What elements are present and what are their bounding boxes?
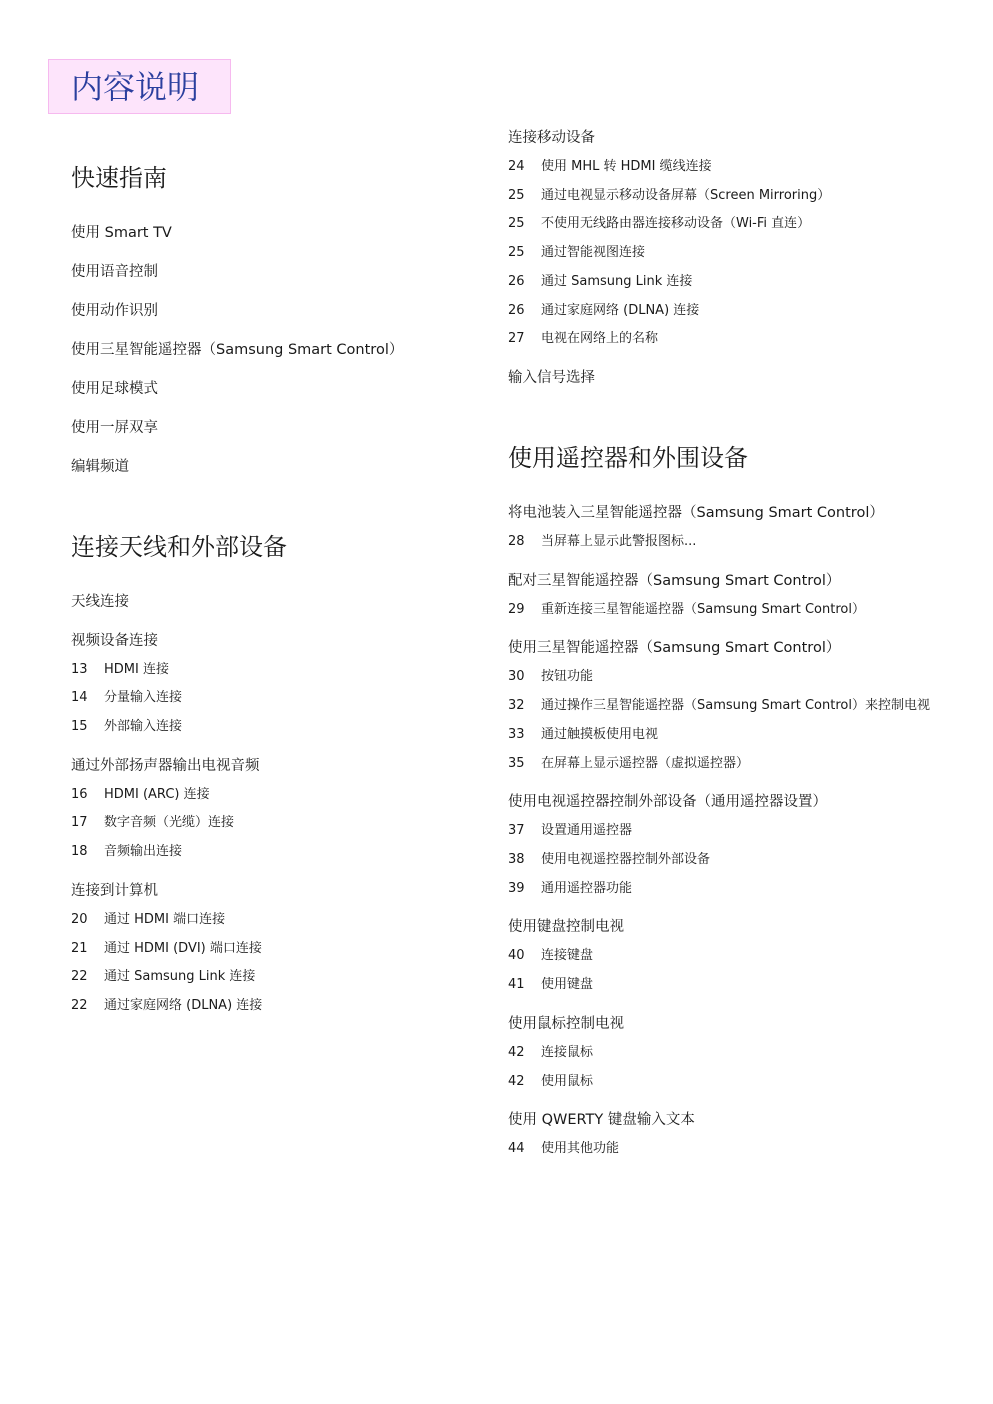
- page-number: 25: [508, 188, 525, 203]
- toc-sub-text: 通用遥控器功能: [541, 881, 633, 896]
- toc-sub-entry[interactable]: [508, 752, 749, 771]
- toc-entry-antenna[interactable]: 天线连接: [71, 594, 129, 610]
- page-number: 17: [71, 815, 88, 830]
- toc-sub-entry[interactable]: [508, 270, 692, 289]
- page-number: 37: [508, 823, 525, 838]
- page-number: 44: [508, 1141, 525, 1156]
- toc-entry-universal-remote[interactable]: 使用电视遥控器控制外部设备（通用遥控器设置）: [508, 794, 827, 810]
- toc-sub-text: 数字音频（光缆）连接: [104, 815, 235, 830]
- page-number: 16: [71, 787, 88, 802]
- toc-sub-entry[interactable]: [508, 598, 865, 617]
- toc-sub-entry[interactable]: [508, 973, 593, 992]
- toc-sub-text: 在屏幕上显示遥控器（虚拟遥控器）: [541, 756, 750, 771]
- toc-entry-computer[interactable]: 连接到计算机: [71, 883, 158, 899]
- toc-sub-entry[interactable]: [71, 994, 262, 1013]
- toc-sub-text: 通过 Samsung Link 连接: [104, 969, 256, 984]
- toc-entry-video-devices[interactable]: 视频设备连接: [71, 633, 158, 649]
- toc-sub-entry[interactable]: [508, 212, 810, 231]
- toc-sub-text: 通过 HDMI (DVI) 端口连接: [104, 941, 262, 956]
- toc-sub-text: 不使用无线路由器连接移动设备（Wi-Fi 直连）: [541, 216, 811, 231]
- toc-sub-entry[interactable]: [508, 819, 632, 838]
- toc-entry-qwerty[interactable]: 使用 QWERTY 键盘输入文本: [508, 1112, 695, 1128]
- toc-entry-use-remote[interactable]: 使用三星智能遥控器（Samsung Smart Control）: [508, 640, 841, 656]
- toc-sub-text: 按钮功能: [541, 669, 594, 684]
- toc-sub-text: 通过家庭网络 (DLNA) 连接: [541, 303, 700, 318]
- toc-sub-entry[interactable]: [508, 723, 658, 742]
- toc-sub-entry[interactable]: [508, 1137, 619, 1156]
- toc-sub-text: 使用其他功能: [541, 1141, 620, 1156]
- toc-entry-keyboard[interactable]: 使用键盘控制电视: [508, 919, 624, 935]
- toc-entry-football-mode[interactable]: 使用足球模式: [71, 381, 158, 397]
- page-number: 18: [71, 844, 88, 859]
- page-number: 42: [508, 1045, 525, 1060]
- toc-sub-text: HDMI (ARC) 连接: [104, 787, 210, 802]
- toc-entry-battery[interactable]: 将电池装入三星智能遥控器（Samsung Smart Control）: [508, 505, 884, 521]
- toc-sub-entry[interactable]: [508, 944, 593, 963]
- page-title: 内容说明: [48, 59, 231, 114]
- toc-sub-entry[interactable]: [508, 530, 696, 549]
- page-number: 38: [508, 852, 525, 867]
- toc-sub-entry[interactable]: [508, 184, 830, 203]
- toc-sub-entry[interactable]: [508, 1070, 593, 1089]
- page-number: 39: [508, 881, 525, 896]
- toc-entry-voice-control[interactable]: 使用语音控制: [71, 264, 158, 280]
- toc-entry-multi-link[interactable]: 使用一屏双享: [71, 420, 158, 436]
- toc-sub-text: 通过触摸板使用电视: [541, 727, 659, 742]
- page-number: 24: [508, 159, 525, 174]
- page-number: 15: [71, 719, 88, 734]
- toc-sub-entry[interactable]: [71, 715, 182, 734]
- section-title-quick-guide: 快速指南: [71, 164, 167, 192]
- page-number: 28: [508, 534, 525, 549]
- toc-sub-entry[interactable]: [71, 908, 225, 927]
- toc-sub-entry[interactable]: [508, 299, 699, 318]
- toc-sub-text: 通过 HDMI 端口连接: [104, 912, 226, 927]
- toc-sub-entry[interactable]: [71, 840, 182, 859]
- toc-sub-text: 音频输出连接: [104, 844, 183, 859]
- toc-sub-text: 连接键盘: [541, 948, 594, 963]
- toc-sub-entry[interactable]: [508, 665, 593, 684]
- toc-entry-smart-control[interactable]: 使用三星智能遥控器（Samsung Smart Control）: [71, 342, 404, 358]
- toc-sub-text: 分量输入连接: [104, 690, 183, 705]
- page-number: 26: [508, 303, 525, 318]
- toc-sub-entry[interactable]: [71, 937, 262, 956]
- page-number: 22: [71, 998, 88, 1013]
- page-number: 26: [508, 274, 525, 289]
- toc-sub-entry[interactable]: [508, 241, 645, 260]
- toc-entry-mouse[interactable]: 使用鼠标控制电视: [508, 1016, 624, 1032]
- section-title-remote: 使用遥控器和外围设备: [508, 444, 748, 472]
- toc-entry-smart-tv[interactable]: 使用 Smart TV: [71, 225, 172, 241]
- toc-sub-text: 当屏幕上显示此警报图标...: [541, 534, 697, 549]
- page-number: 32: [508, 698, 525, 713]
- toc-sub-text: 设置通用遥控器: [541, 823, 633, 838]
- toc-sub-text: 连接鼠标: [541, 1045, 594, 1060]
- page-number: 14: [71, 690, 88, 705]
- toc-sub-entry[interactable]: [508, 155, 712, 174]
- toc-sub-text: 通过 Samsung Link 连接: [541, 274, 693, 289]
- page-number: 29: [508, 602, 525, 617]
- page-number: 41: [508, 977, 525, 992]
- toc-entry-external-speakers[interactable]: 通过外部扬声器输出电视音频: [71, 758, 260, 774]
- toc-entry-pair-remote[interactable]: 配对三星智能遥控器（Samsung Smart Control）: [508, 573, 841, 589]
- page-number: 21: [71, 941, 88, 956]
- toc-sub-entry[interactable]: [508, 877, 632, 896]
- toc-sub-entry[interactable]: [508, 694, 930, 713]
- page-number: 22: [71, 969, 88, 984]
- page-number: 35: [508, 756, 525, 771]
- toc-sub-text: HDMI 连接: [104, 662, 169, 677]
- toc-sub-text: 重新连接三星智能遥控器（Samsung Smart Control）: [541, 602, 865, 617]
- toc-sub-entry[interactable]: [508, 1041, 593, 1060]
- section-title-connect: 连接天线和外部设备: [71, 533, 287, 561]
- toc-entry-mobile-devices[interactable]: 连接移动设备: [508, 130, 595, 146]
- toc-sub-text: 使用电视遥控器控制外部设备: [541, 852, 711, 867]
- toc-sub-entry[interactable]: [508, 327, 658, 346]
- toc-entry-input-signal[interactable]: 输入信号选择: [508, 370, 595, 386]
- toc-sub-text: 通过操作三星智能遥控器（Samsung Smart Control）来控制电视: [541, 698, 930, 713]
- page-number: 33: [508, 727, 525, 742]
- page-number: 20: [71, 912, 88, 927]
- page-number: 13: [71, 662, 88, 677]
- page-number: 30: [508, 669, 525, 684]
- toc-sub-entry[interactable]: [71, 783, 210, 802]
- toc-sub-text: 通过智能视图连接: [541, 245, 646, 260]
- toc-sub-entry[interactable]: [508, 848, 710, 867]
- toc-sub-text: 使用 MHL 转 HDMI 缆线连接: [541, 159, 712, 174]
- toc-sub-entry[interactable]: [71, 965, 255, 984]
- toc-entry-motion-control[interactable]: 使用动作识别: [71, 303, 158, 319]
- toc-sub-text: 通过电视显示移动设备屏幕（Screen Mirroring）: [541, 188, 831, 203]
- toc-sub-entry[interactable]: [71, 811, 234, 830]
- page-number: 42: [508, 1074, 525, 1089]
- page-number: 25: [508, 216, 525, 231]
- page-number: 27: [508, 331, 525, 346]
- toc-sub-text: 使用键盘: [541, 977, 594, 992]
- page-number: 25: [508, 245, 525, 260]
- toc-sub-text: 外部输入连接: [104, 719, 183, 734]
- toc-entry-edit-channels[interactable]: 编辑频道: [71, 459, 129, 475]
- toc-sub-text: 电视在网络上的名称: [541, 331, 659, 346]
- toc-sub-text: 使用鼠标: [541, 1074, 594, 1089]
- page-number: 40: [508, 948, 525, 963]
- toc-sub-entry[interactable]: [71, 686, 182, 705]
- toc-sub-text: 通过家庭网络 (DLNA) 连接: [104, 998, 263, 1013]
- toc-sub-entry[interactable]: [71, 658, 169, 677]
